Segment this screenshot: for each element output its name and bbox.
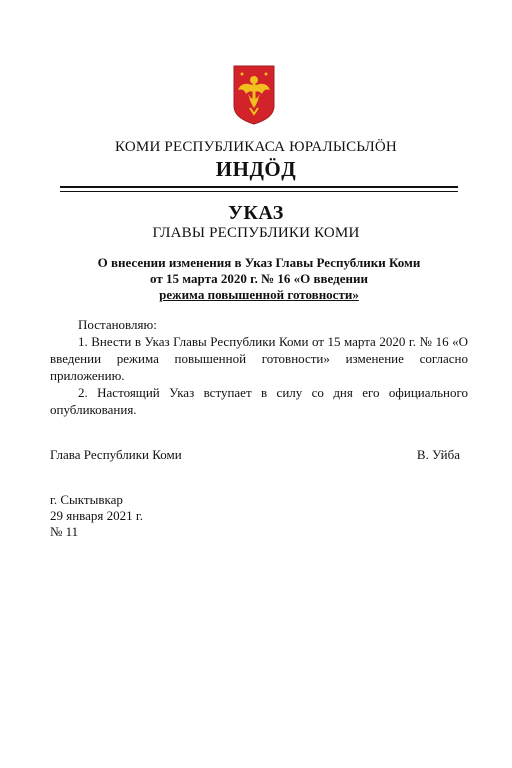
header-divider-thick xyxy=(60,186,458,188)
body-paragraph-intro: Постановляю: xyxy=(78,317,157,332)
decree-subject xyxy=(60,255,458,303)
footer-number: № 11 xyxy=(50,524,79,539)
header-republic-komi: КОМИ РЕСПУБЛИКАСА ЮРАЛЫСЬЛӦН xyxy=(115,139,397,155)
decree-body xyxy=(50,316,468,418)
subject-line-3: режима повышенной готовности» xyxy=(159,287,359,302)
header-indod: ИНДӦД xyxy=(215,157,297,181)
decree-subtitle: ГЛАВЫ РЕСПУБЛИКИ КОМИ xyxy=(152,225,360,241)
signature-position: Глава Республики Коми xyxy=(50,447,182,462)
signature-name: В. Уйба xyxy=(416,447,460,462)
body-paragraph-2: 2. Настоящий Указ вступает в силу со дня его официального опубликования. xyxy=(50,385,468,417)
signature-block xyxy=(50,447,460,463)
header-divider-thin xyxy=(60,191,458,192)
footer-city: г. Сыктывкар xyxy=(50,492,123,507)
komi-coat-of-arms-icon xyxy=(232,64,276,126)
footer-date: 29 января 2021 г. xyxy=(50,508,144,523)
body-paragraph-1: 1. Внести в Указ Главы Республики Коми от 15 марта 2020 г. № 16 «О введении режима повышенной готовности» изменение согласно приложению. xyxy=(50,334,468,383)
subject-line-1: О внесении изменения в Указ Главы Республики Коми xyxy=(97,255,421,270)
place-date-number xyxy=(50,492,143,540)
decree-title: УКАЗ xyxy=(228,202,284,224)
subject-line-2: от 15 марта 2020 г. № 16 «О введении xyxy=(150,271,368,286)
